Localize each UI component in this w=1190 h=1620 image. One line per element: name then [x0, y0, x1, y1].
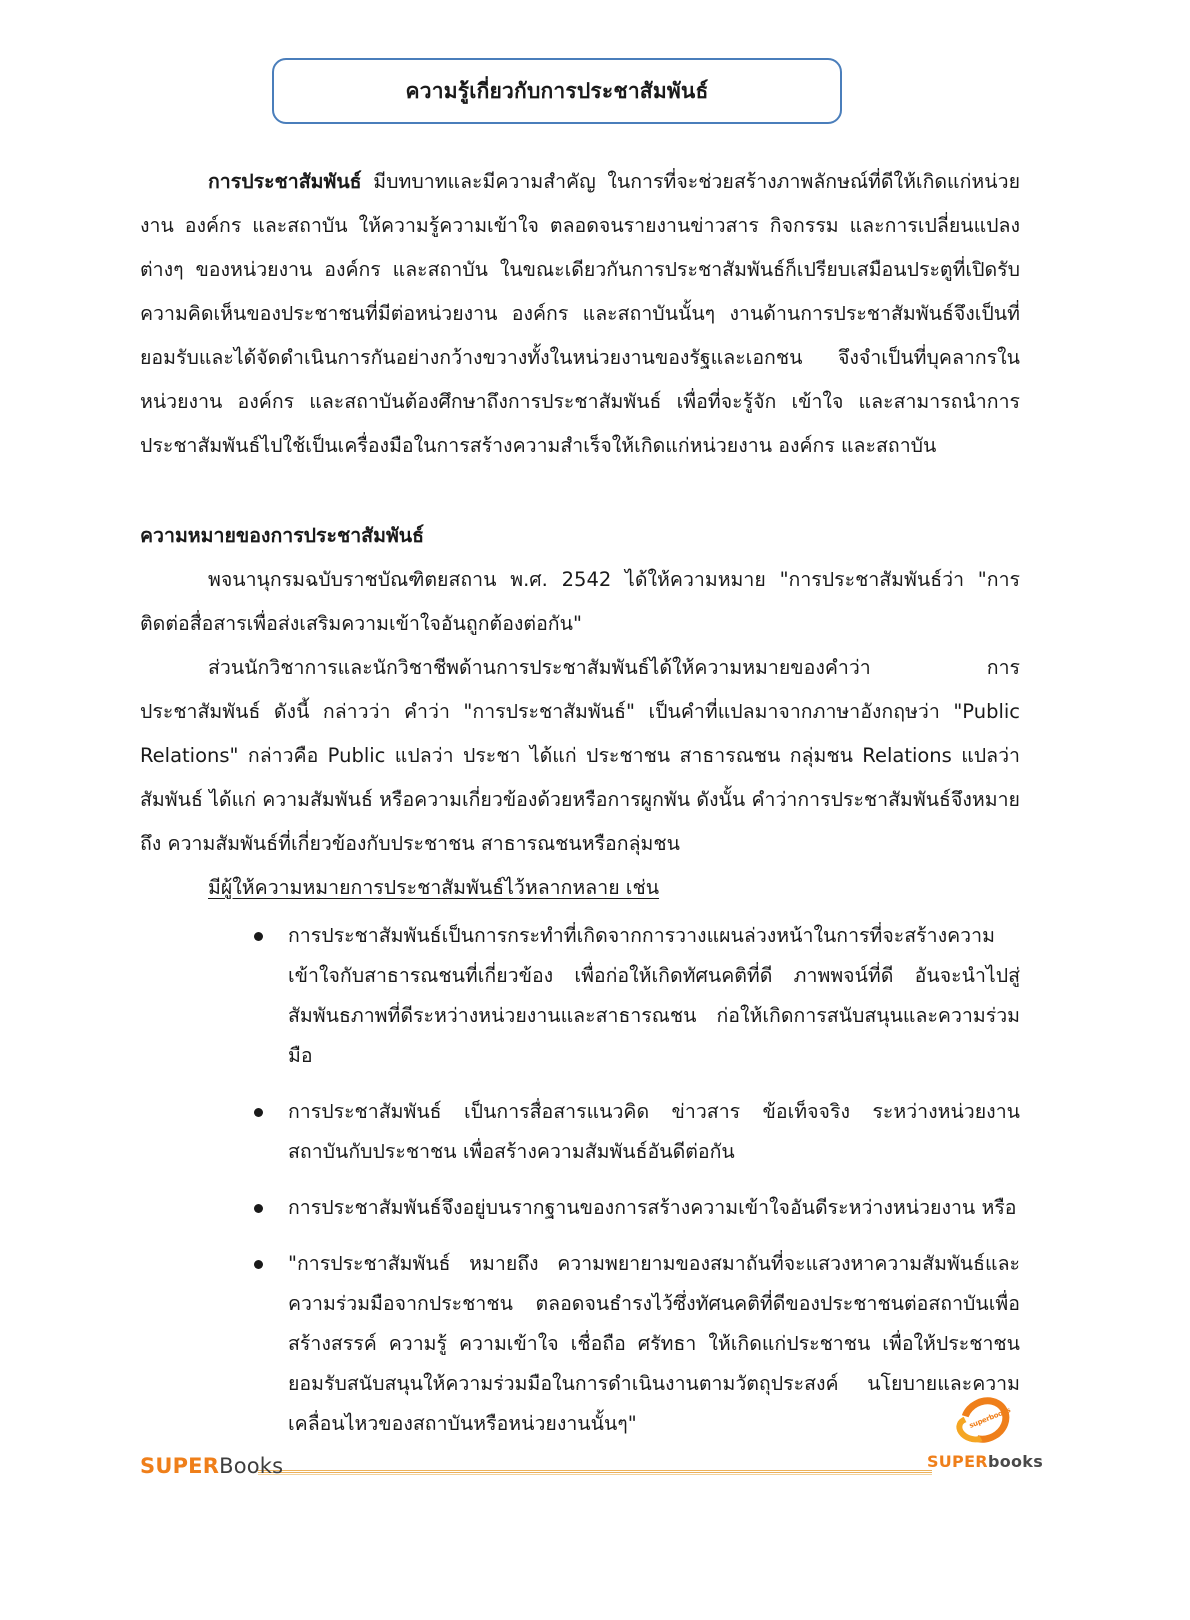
list-item: การประชาสัมพันธ์ เป็นการสื่อสารแนวคิด ข่าวสาร ข้อเท็จจริง ระหว่างหน่วยงาน สถาบันกับประชาชน เพื่อสร้างความสัมพันธ์อันดีต่อกัน	[140, 1092, 1020, 1172]
footer-brand-right-rest: books	[987, 1452, 1044, 1471]
list-heading-text: มีผู้ให้ความหมายการประชาสัมพันธ์ไว้หลากหลาย เช่น	[208, 876, 660, 899]
title-box-frame	[272, 58, 842, 124]
list-item: การประชาสัมพันธ์เป็นการกระทำที่เกิดจากการวางแผนล่วงหน้าในการที่จะสร้างความเข้าใจกับสาธารณชนที่เกี่ยวข้อง เพื่อก่อให้เกิดทัศนคติที่ดี ภาพพจน์ที่ดี อันจะนำไปสู่สัมพันธภาพที่ดีระหว่างหน่วยงานและสาธารณชน ก่อให้เกิดการสนับสนุนและความร่วมมือ	[140, 916, 1020, 1076]
logo-inner-label: superbooks	[968, 1406, 1012, 1430]
footer-divider	[258, 1470, 932, 1476]
page-footer	[140, 1406, 1050, 1498]
list-heading	[140, 866, 1020, 910]
spacer	[140, 468, 1020, 514]
intro-paragraph	[140, 160, 1020, 468]
footer-brand-right-strong: SUPER	[926, 1452, 988, 1471]
footer-brand-left	[140, 1454, 283, 1478]
intro-lead-term: การประชาสัมพันธ์	[208, 170, 362, 193]
footer-brand-left-rest: Books	[219, 1454, 284, 1478]
list-item: "การประชาสัมพันธ์ หมายถึง ความพยายามของสมาถันที่จะแสวงหาความสัมพันธ์และความร่วมมือจากประชาชน ตลอดจนธำรงไว้ซึ่งทัศนคติที่ดีของประชาชนต่อสถาบันเพื่อสร้างสรรค์ ความรู้ ความเข้าใจ เชื่อถือ ศรัทธา ให้เกิดแก่ประชาชน เพื่อให้ประชาชนยอมรับสนับสนุนให้ความร่วมมือในการดำเนินงานตามวัตถุประสงค์ นโยบายและความเคลื่อนไหวของสถาบันหรือหน่วยงานนั้นๆ"	[140, 1244, 1020, 1444]
document-body	[140, 160, 1020, 1460]
page-title: ความรู้เกี่ยวกับการประชาสัมพันธ์	[405, 78, 709, 103]
footer-brand-right	[920, 1452, 1050, 1471]
footer-brand-left-strong: SUPER	[140, 1454, 220, 1478]
footer-logo	[920, 1398, 1050, 1471]
document-title-box	[272, 58, 842, 124]
paragraph-1: พจนานุกรมฉบับราชบัณฑิตยสถาน พ.ศ. 2542 ได้ให้ความหมาย "การประชาสัมพันธ์ว่า "การติดต่อสื่อสารเพื่อส่งเสริมความเข้าใจอันถูกต้องต่อกัน"	[140, 568, 1020, 635]
superbooks-logo-icon	[956, 1398, 1014, 1450]
list-item: การประชาสัมพันธ์จึงอยู่บนรากฐานของการสร้างความเข้าใจอันดีระหว่างหน่วยงาน หรือ	[140, 1188, 1020, 1228]
section-heading: ความหมายของการประชาสัมพันธ์	[140, 524, 425, 547]
definition-list	[140, 916, 1020, 1444]
paragraph-2: ส่วนนักวิชาการและนักวิชาชีพด้านการประชาสัมพันธ์ได้ให้ความหมายของคำว่า การประชาสัมพันธ์ ดังนี้ กล่าวว่า คำว่า "การประชาสัมพันธ์" เป็นคำที่แปลมาจากภาษาอังกฤษว่า "Public Relations" กล่าวคือ Public แปลว่า ประชา ได้แก่ ประชาชน สาธารณชน กลุ่มชน Relations แปลว่า สัมพันธ์ ได้แก่ ความสัมพันธ์ หรือความเกี่ยวข้องด้วยหรือการผูกพัน ดังนั้น คำว่าการประชาสัมพันธ์จึงหมายถึง ความสัมพันธ์ที่เกี่ยวข้องกับประชาชน สาธารณชนหรือกลุ่มชน	[140, 656, 1020, 855]
intro-paragraph-text: มีบทบาทและมีความสำคัญ ในการที่จะช่วยสร้างภาพลักษณ์ที่ดีให้เกิดแก่หน่วยงาน องค์กร และสถาบัน ให้ความรู้ความเข้าใจ ตลอดจนรายงานข่าวสาร กิจกรรม และการเปลี่ยนแปลงต่างๆ ของหน่วยงาน องค์กร และสถาบัน ในขณะเดียวกันการประชาสัมพันธ์ก็เปรียบเสมือนประตูที่เปิดรับความคิดเห็นของประชาชนที่มีต่อหน่วยงาน องค์กร และสถาบันนั้นๆ งานด้านการประชาสัมพันธ์จึงเป็นที่ยอมรับและได้จัดดำเนินการกันอย่างกว้างขวางทั้งในหน่วยงานของรัฐและเอกชน จึงจำเป็นที่บุคลากรในหน่วยงาน องค์กร และสถาบันต้องศึกษาถึงการประชาสัมพันธ์ เพื่อที่จะรู้จัก เข้าใจ และสามารถนำการประชาสัมพันธ์ไปใช้เป็นเครื่องมือในการสร้างความสำเร็จให้เกิดแก่หน่วยงาน องค์กร และสถาบัน	[140, 170, 1020, 457]
